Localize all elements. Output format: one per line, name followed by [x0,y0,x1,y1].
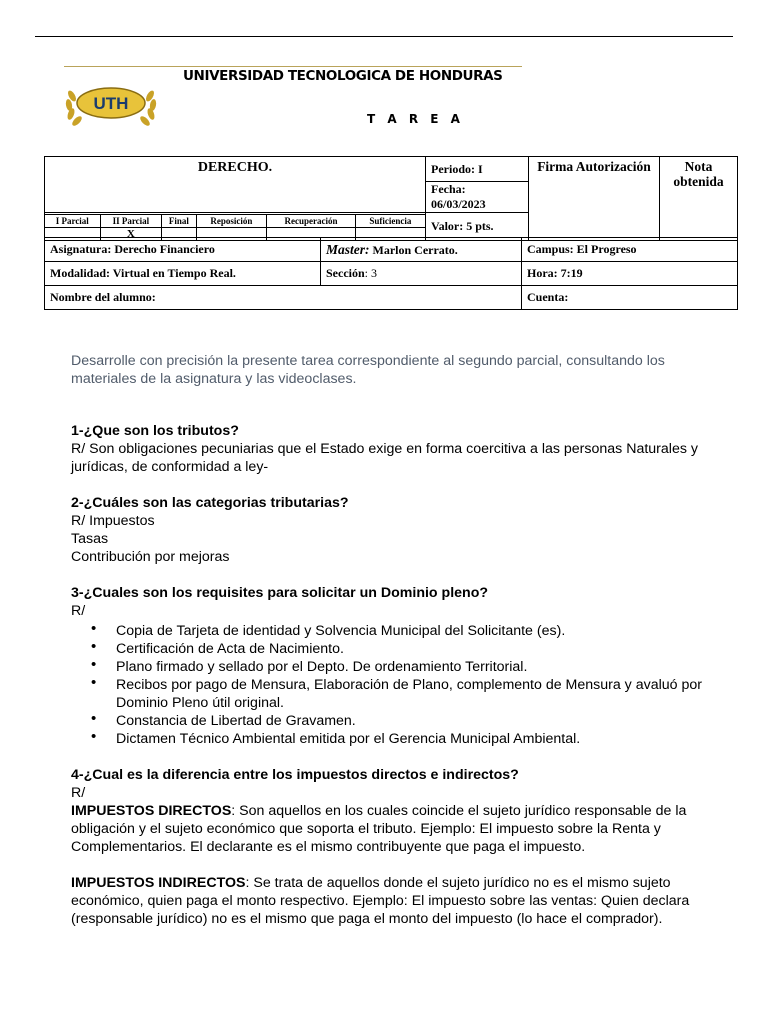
cuenta-field: Cuenta: [522,286,738,310]
nota-obtenida: Nota obtenida [660,157,738,241]
question-4 [71,766,721,928]
parcial-header: Suficiencia [355,215,425,228]
seccion-value: : 3 [364,266,378,280]
header-rule [64,66,522,67]
nombre-alumno-field: Nombre del alumno: [45,286,522,310]
document-type-title: T A R E A [367,112,464,126]
master-label: Master: [326,241,370,257]
parcial-header: I Parcial [45,215,100,228]
impuestos-indirectos-label: IMPUESTOS INDIRECTOS [71,875,246,891]
firma-autorizacion: Firma Autorización [529,157,660,241]
master-field [321,238,522,262]
answer-2-line: R/ Impuestos [71,513,155,529]
uth-logo [64,78,158,128]
modalidad-field: Modalidad: Virtual en Tiempo Real. [45,262,321,286]
question-2-title: 2-¿Cuáles son las categorias tributarias? [71,495,349,511]
seccion-field [321,262,522,286]
question-3 [71,584,721,748]
university-title: UNIVERSIDAD TECNOLOGICA DE HONDURAS [183,68,503,84]
evaluation-table [44,156,738,241]
bullet-icon: • [91,674,97,691]
parcial-header: Recuperación [267,215,356,228]
subject-title: DERECHO. [45,157,426,213]
list-item: • Constancia de Libertad de Gravamen. [91,710,356,729]
parcial-header: Final [162,215,196,228]
question-4-title: 4-¿Cual es la diferencia entre los impuestos directos e indirectos? [71,767,519,783]
assignment-body [71,352,721,946]
top-rule [35,36,733,37]
impuestos-directos [71,802,721,856]
answer-2-line: Tasas [71,531,109,547]
parcial-header: II Parcial [100,215,162,228]
bullet-icon: • [91,620,97,637]
answer-2-line: Contribución por mejoras [71,549,230,565]
valor-field: Valor: 5 pts. [426,213,529,241]
list-item: • Dictamen Técnico Ambiental emitida por el Gerencia Municipal Ambiental. [91,728,581,747]
instructions: Desarrolle con precisión la presente tarea correspondiente al segundo parcial, consultando los materiales de la asignatura y las videoclases. [71,353,665,387]
list-item: • Plano firmado y sellado por el Depto. De ordenamiento Territorial. [91,656,528,675]
parcial-mark: X [100,228,162,241]
answer-4-prefix: R/ [71,785,86,801]
list-item: • Recibos por pago de Mensura, Elaboración de Plano, complemento de Mensura y avaluó por Dominio Pleno útil original. [91,674,702,711]
list-item: • Copia de Tarjeta de identidad y Solvencia Municipal del Solicitante (es). [91,620,566,639]
bullet-icon: • [91,638,97,655]
hora-field: Hora: 7:19 [522,262,738,286]
bullet-icon: • [91,710,97,727]
seccion-label: Sección [326,266,365,280]
impuestos-directos-label: IMPUESTOS DIRECTOS [71,803,232,819]
periodo-field: Periodo: I [426,157,529,182]
question-2 [71,494,721,566]
parcial-header: Reposición [196,215,267,228]
question-1-title: 1-¿Que son los tributos? [71,423,239,439]
campus-field: Campus: El Progreso [522,238,738,262]
bullet-icon: • [91,728,97,745]
question-3-title: 3-¿Cuales son los requisites para solicitar un Dominio pleno? [71,585,489,601]
bullet-icon: • [91,656,97,673]
master-value: Marlon Cerrato. [372,242,458,257]
requirements-list [71,622,721,748]
impuestos-indirectos-text: : Se trata de aquellos donde el sujeto jurídico no es el mismo sujeto económico, quien paga el monto respectivo. Ejemplo: El impuesto sobre las ventas: Quien declara (responsable jurídico) no es el mismo que paga el monto del impuesto (lo hace el comprador). [71,875,690,927]
svg-text:UTH: UTH [93,94,129,113]
impuestos-directos-text: : Son aquellos en los cuales coincide el sujeto jurídico responsable de la obligación y el sujeto económico que soporta el tributo. Ejemplo: El impuesto sobre la Renta y Complementarios. El declarante es el mismo contribuyente que paga el impuesto. [71,803,687,855]
impuestos-indirectos [71,874,721,928]
student-info-table [44,237,738,310]
answer-1: R/ Son obligaciones pecuniarias que el Estado exige en forma coercitiva a las personas Naturales y jurídicas, de conformidad a ley- [71,441,698,475]
asignatura-field: Asignatura: Derecho Financiero [45,238,321,262]
list-item: • Certificación de Acta de Nacimiento. [91,638,344,657]
question-1 [71,422,721,476]
fecha-field: Fecha: 06/03/2023 [426,182,529,213]
answer-3-prefix: R/ [71,603,86,619]
